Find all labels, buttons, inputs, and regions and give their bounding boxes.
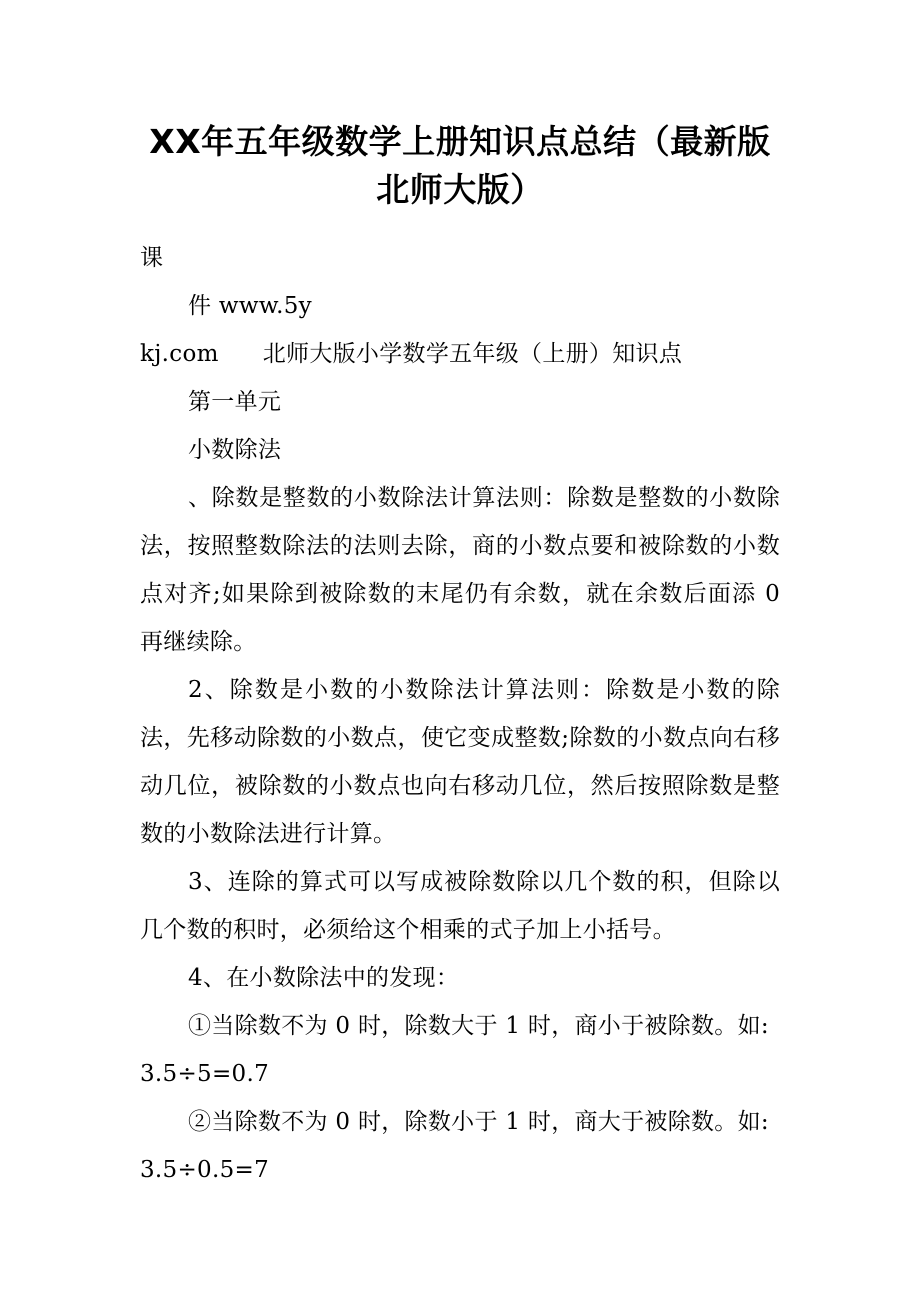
paragraph-4: 4、在小数除法中的发现： bbox=[188, 965, 460, 991]
intro-line-3-right: 北师大版小学数学五年级（上册）知识点 bbox=[262, 341, 683, 367]
document-title: XX年五年级数学上册知识点总结（最新版北师大版） bbox=[149, 122, 771, 209]
finding-2-text: ②当除数不为 0 时，除数小于 1 时，商大于被除数。如: bbox=[188, 1109, 769, 1135]
intro-line-3-left: kj.com bbox=[140, 341, 219, 367]
intro-line-3 bbox=[140, 330, 780, 378]
intro-line-2: 件 www.5y bbox=[188, 293, 312, 319]
paragraph-1: 、除数是整数的小数除法计算法则：除数是整数的小数除法，按照整数除法的法则去除，商的小数点要和被除数的小数点对齐;如果除到被除数的末尾仍有余数，就在余数后面添 0 再继续除。 bbox=[140, 485, 780, 655]
document-body bbox=[140, 234, 780, 1194]
finding-1-text: ①当除数不为 0 时，除数大于 1 时，商小于被除数。如: bbox=[188, 1013, 769, 1039]
finding-2-example: 3.5÷0.5=7 bbox=[140, 1157, 270, 1183]
paragraph-2: 2、除数是小数的小数除法计算法则：除数是小数的除法，先移动除数的小数点，使它变成整数;除数的小数点向右移动几位，被除数的小数点也向右移动几位，然后按照除数是整数的小数除法进行计算。 bbox=[140, 677, 780, 847]
section-heading: 小数除法 bbox=[188, 437, 282, 463]
paragraph-3: 3、连除的算式可以写成被除数除以几个数的积，但除以几个数的积时，必须给这个相乘的式子加上小括号。 bbox=[140, 869, 780, 943]
finding-1-example: 3.5÷5=0.7 bbox=[140, 1061, 270, 1087]
intro-line-1: 课 bbox=[140, 245, 164, 271]
unit-heading: 第一单元 bbox=[188, 389, 282, 415]
